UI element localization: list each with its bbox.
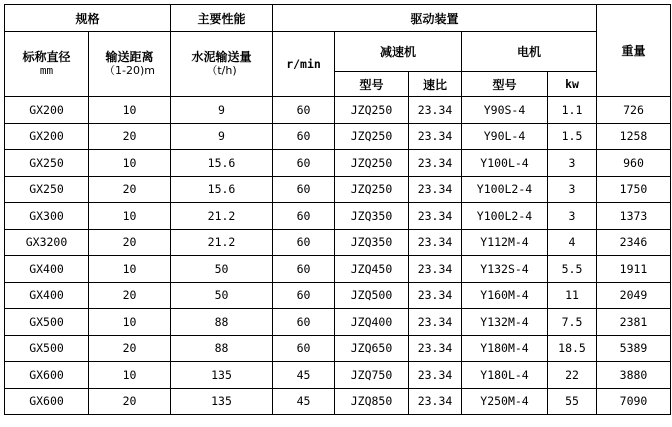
cell-motor-model: Y100L2-4 — [462, 176, 548, 203]
cell-capacity: 50 — [171, 282, 273, 309]
cell-motor-kw: 3 — [548, 203, 597, 230]
table-row — [5, 282, 671, 309]
cell-motor-kw: 4 — [548, 229, 597, 256]
cell-weight: 7090 — [597, 388, 671, 415]
cell-capacity: 88 — [171, 309, 273, 336]
cell-weight: 726 — [597, 97, 671, 124]
cell-motor-kw: 18.5 — [548, 335, 597, 362]
spec-table — [4, 4, 671, 415]
cell-motor-model: Y250M-4 — [462, 388, 548, 415]
cell-weight: 960 — [597, 150, 671, 177]
cell-distance: 10 — [89, 203, 171, 230]
cell-reducer-model: JZQ450 — [335, 256, 409, 283]
cell-motor-kw: 22 — [548, 362, 597, 389]
cell-motor-model: Y160M-4 — [462, 282, 548, 309]
cell-rpm: 60 — [273, 309, 335, 336]
cell-rpm: 60 — [273, 176, 335, 203]
cell-distance: 20 — [89, 176, 171, 203]
cell-reducer-ratio: 23.34 — [409, 97, 462, 124]
cell-spec: GX250 — [5, 150, 89, 177]
table-row — [5, 362, 671, 389]
header-diameter-unit: mm — [39, 64, 54, 77]
cell-reducer-ratio: 23.34 — [409, 176, 462, 203]
cell-rpm: 45 — [273, 388, 335, 415]
cell-distance: 10 — [89, 362, 171, 389]
table-row — [5, 335, 671, 362]
header-weight: 重量 — [597, 5, 671, 97]
cell-motor-model: Y180M-4 — [462, 335, 548, 362]
table-row — [5, 229, 671, 256]
cell-rpm: 60 — [273, 282, 335, 309]
header-diameter-label: 标称直径 — [22, 50, 71, 64]
cell-motor-kw: 5.5 — [548, 256, 597, 283]
cell-reducer-model: JZQ750 — [335, 362, 409, 389]
cell-reducer-ratio: 23.34 — [409, 203, 462, 230]
header-reducer-model: 型号 — [335, 72, 409, 97]
table-row — [5, 309, 671, 336]
cell-capacity: 88 — [171, 335, 273, 362]
cell-reducer-model: JZQ250 — [335, 150, 409, 177]
header-distance-label: 输送距离 — [105, 50, 154, 64]
cell-capacity: 21.2 — [171, 229, 273, 256]
cell-motor-kw: 3 — [548, 176, 597, 203]
table-row — [5, 123, 671, 150]
cell-spec: GX250 — [5, 176, 89, 203]
cell-spec: GX200 — [5, 97, 89, 124]
cell-spec: GX400 — [5, 282, 89, 309]
header-capacity-unit: （t/h) — [206, 64, 237, 77]
cell-weight: 5389 — [597, 335, 671, 362]
cell-rpm: 60 — [273, 335, 335, 362]
cell-motor-kw: 55 — [548, 388, 597, 415]
cell-distance: 20 — [89, 229, 171, 256]
header-distance — [89, 32, 171, 97]
cell-motor-model: Y112M-4 — [462, 229, 548, 256]
table-row — [5, 176, 671, 203]
cell-reducer-ratio: 23.34 — [409, 362, 462, 389]
cell-distance: 20 — [89, 123, 171, 150]
cell-spec: GX500 — [5, 335, 89, 362]
table-row — [5, 97, 671, 124]
cell-motor-kw: 3 — [548, 150, 597, 177]
header-motor-model: 型号 — [462, 72, 548, 97]
table-row — [5, 256, 671, 283]
cell-capacity: 21.2 — [171, 203, 273, 230]
cell-capacity: 9 — [171, 123, 273, 150]
cell-distance: 20 — [89, 282, 171, 309]
cell-weight: 1911 — [597, 256, 671, 283]
cell-capacity: 135 — [171, 362, 273, 389]
cell-motor-model: Y132M-4 — [462, 309, 548, 336]
cell-reducer-model: JZQ250 — [335, 176, 409, 203]
table-header — [5, 5, 671, 97]
cell-capacity: 50 — [171, 256, 273, 283]
cell-spec: GX500 — [5, 309, 89, 336]
cell-rpm: 60 — [273, 229, 335, 256]
header-row-2 — [5, 32, 671, 72]
cell-motor-model: Y100L2-4 — [462, 203, 548, 230]
cell-distance: 10 — [89, 97, 171, 124]
cell-distance: 10 — [89, 150, 171, 177]
cell-capacity: 135 — [171, 388, 273, 415]
cell-reducer-model: JZQ850 — [335, 388, 409, 415]
cell-reducer-model: JZQ350 — [335, 229, 409, 256]
cell-weight: 2049 — [597, 282, 671, 309]
cell-rpm: 45 — [273, 362, 335, 389]
cell-weight: 2346 — [597, 229, 671, 256]
header-rpm: r/min — [273, 32, 335, 97]
cell-weight: 2381 — [597, 309, 671, 336]
cell-reducer-model: JZQ400 — [335, 309, 409, 336]
cell-reducer-model: JZQ350 — [335, 203, 409, 230]
cell-reducer-ratio: 23.34 — [409, 282, 462, 309]
cell-reducer-ratio: 23.34 — [409, 388, 462, 415]
table-row — [5, 150, 671, 177]
cell-motor-kw: 1.1 — [548, 97, 597, 124]
spec-table-wrapper — [4, 4, 671, 415]
cell-reducer-ratio: 23.34 — [409, 123, 462, 150]
table-body — [5, 97, 671, 415]
cell-spec: GX600 — [5, 388, 89, 415]
cell-weight: 1750 — [597, 176, 671, 203]
cell-reducer-ratio: 23.34 — [409, 335, 462, 362]
cell-rpm: 60 — [273, 123, 335, 150]
cell-motor-model: Y90S-4 — [462, 97, 548, 124]
cell-reducer-model: JZQ250 — [335, 97, 409, 124]
cell-distance: 10 — [89, 256, 171, 283]
header-drive: 驱动装置 — [273, 5, 597, 32]
cell-rpm: 60 — [273, 150, 335, 177]
cell-distance: 20 — [89, 388, 171, 415]
header-spec: 规格 — [5, 5, 171, 32]
header-motor-kw: kw — [548, 72, 597, 97]
cell-capacity: 9 — [171, 97, 273, 124]
cell-motor-kw: 1.5 — [548, 123, 597, 150]
header-diameter — [5, 32, 89, 97]
cell-reducer-ratio: 23.34 — [409, 150, 462, 177]
cell-spec: GX600 — [5, 362, 89, 389]
cell-spec: GX3200 — [5, 229, 89, 256]
cell-distance: 10 — [89, 309, 171, 336]
header-reducer-ratio: 速比 — [409, 72, 462, 97]
cell-reducer-ratio: 23.34 — [409, 229, 462, 256]
cell-motor-kw: 11 — [548, 282, 597, 309]
cell-motor-model: Y180L-4 — [462, 362, 548, 389]
header-distance-unit: （1-20)m — [104, 64, 155, 77]
table-row — [5, 203, 671, 230]
cell-rpm: 60 — [273, 97, 335, 124]
cell-motor-model: Y90L-4 — [462, 123, 548, 150]
cell-spec: GX400 — [5, 256, 89, 283]
cell-spec: GX300 — [5, 203, 89, 230]
table-row — [5, 388, 671, 415]
header-row-1 — [5, 5, 671, 32]
cell-weight: 1258 — [597, 123, 671, 150]
cell-weight: 3880 — [597, 362, 671, 389]
header-reducer: 减速机 — [335, 32, 462, 72]
cell-reducer-model: JZQ250 — [335, 123, 409, 150]
cell-motor-model: Y132S-4 — [462, 256, 548, 283]
cell-reducer-ratio: 23.34 — [409, 256, 462, 283]
cell-distance: 20 — [89, 335, 171, 362]
cell-weight: 1373 — [597, 203, 671, 230]
header-performance: 主要性能 — [171, 5, 273, 32]
cell-rpm: 60 — [273, 256, 335, 283]
cell-rpm: 60 — [273, 203, 335, 230]
header-capacity-label: 水泥输送量 — [191, 50, 252, 64]
header-motor: 电机 — [462, 32, 597, 72]
cell-spec: GX200 — [5, 123, 89, 150]
cell-capacity: 15.6 — [171, 150, 273, 177]
cell-reducer-model: JZQ500 — [335, 282, 409, 309]
header-capacity — [171, 32, 273, 97]
cell-motor-kw: 7.5 — [548, 309, 597, 336]
cell-motor-model: Y100L-4 — [462, 150, 548, 177]
cell-reducer-model: JZQ650 — [335, 335, 409, 362]
cell-capacity: 15.6 — [171, 176, 273, 203]
cell-reducer-ratio: 23.34 — [409, 309, 462, 336]
